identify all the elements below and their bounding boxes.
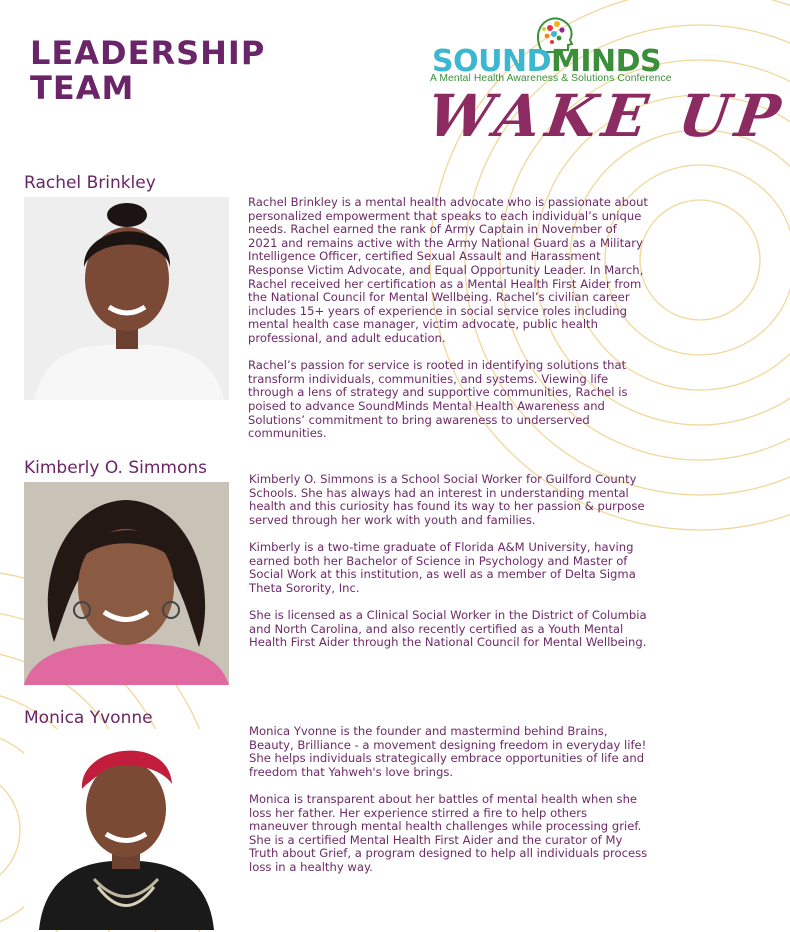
logo-sound-text: SOUND <box>432 44 551 79</box>
portrait-image <box>24 482 229 685</box>
soundminds-logo <box>423 14 790 164</box>
bio-paragraph: Kimberly O. Simmons is a School Social Worker for Guilford County Schools. She has always had an interest in understanding mental health and this curiosity has found its way to her passion & purpose served through her work with youth and families. <box>249 472 645 527</box>
page-title <box>30 36 265 106</box>
logo-tagline: A Mental Health Awareness & Solutions Conference <box>430 73 672 84</box>
member-name-rachel: Rachel Brinkley <box>24 173 156 193</box>
bio-monica <box>249 725 649 888</box>
bio-kimberly <box>249 473 649 663</box>
member-name-kimberly: Kimberly O. Simmons <box>24 458 208 478</box>
photo-rachel <box>24 197 229 400</box>
bio-paragraph: Monica Yvonne is the founder and mastermind behind Brains, Beauty, Brilliance - a movement designing freedom in everyday life! She helps individuals strategically embrace opportunities of life and freedom that Yahweh's love brings. <box>249 724 647 779</box>
page-title-line-1: LEADERSHIP <box>30 34 266 72</box>
bio-paragraph: Rachel Brinkley is a mental health advocate who is passionate about personalized empowerment that speaks to each individual’s unique needs. Rachel earned the rank of Army Captain in November of 2021 and remains active with the Army National Guard as a Military Intelligence Officer, certified Sexual Assault and Harassment Response Victim Advocate, and Equal Opportunity Leader. In March, Rachel received her certification as a Mental Health First Aider from the National Council for Mental Wellbeing. Rachel’s civilian career includes 15+ years of experience in social service roles including mental health case manager, victim advocate, public health professional, and adult education. <box>248 195 648 345</box>
wake-up-heading: WAKE UP <box>423 82 790 150</box>
logo-minds-text: MINDS <box>550 44 662 79</box>
portrait-image <box>24 729 229 930</box>
photo-monica <box>24 729 229 930</box>
bio-rachel <box>248 196 648 454</box>
member-name-monica: Monica Yvonne <box>24 708 153 728</box>
bio-paragraph: Kimberly is a two-time graduate of Florida A&M University, having earned both her Bachelor of Science in Psychology and Master of Social Work at this institution, as well as a member of Delta Sigma Theta Sorority, Inc. <box>249 539 636 595</box>
bio-paragraph: Rachel’s passion for service is rooted in identifying solutions that transform individuals, communities, and systems. Viewing life through a lens of strategy and supportive communities, Rachel is poised to advance SoundMinds Mental Health Awareness and Solutions’ commitment to bring awareness to underserved communities. <box>248 358 628 441</box>
page-title-line-2: TEAM <box>30 69 135 107</box>
bio-paragraph: She is licensed as a Clinical Social Worker in the District of Columbia and North Carolina, and also recently certified as a Youth Mental Health First Aider through the National Council for Mental Wellbeing. <box>249 607 647 650</box>
bio-paragraph: Monica is transparent about her battles of mental health when she loss her father. Her experience stirred a fire to help others maneuver through mental health challenges while processing grief. She is a certified Mental Health First Aider and the curator of My Truth about Grief, a program designed to help all individuals process loss in a healthy way. <box>249 791 648 874</box>
portrait-image <box>24 197 229 400</box>
photo-kimberly <box>24 482 229 685</box>
